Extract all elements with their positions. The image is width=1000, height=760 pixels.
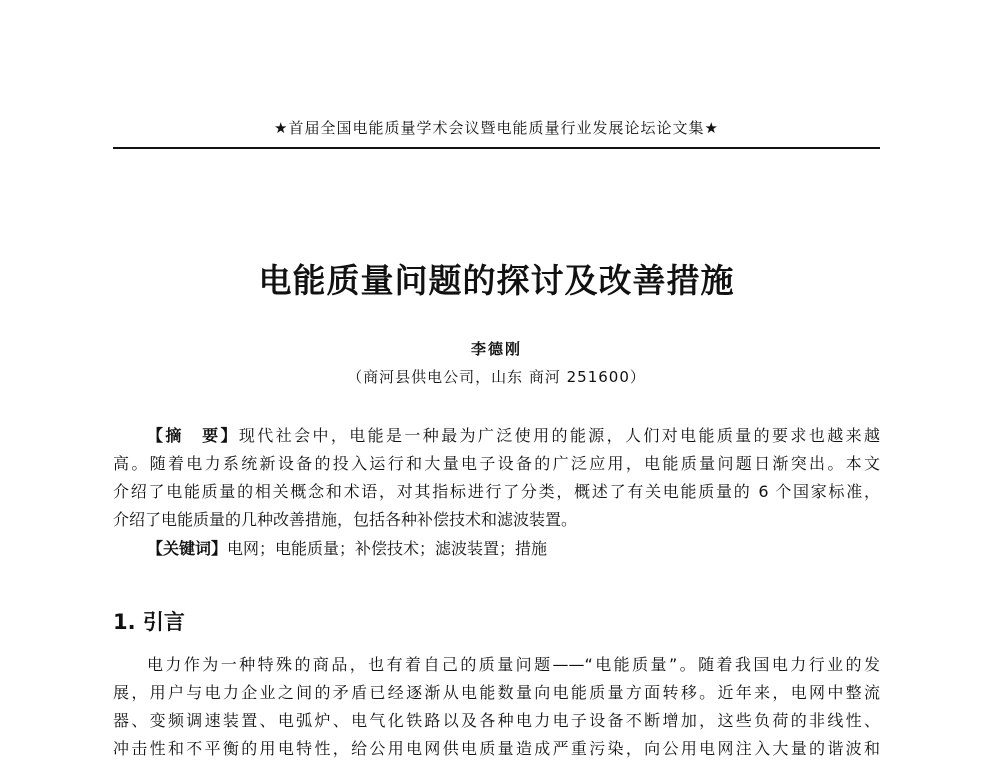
- keywords-label: 【关键词】: [147, 539, 228, 558]
- keywords-line: [113, 535, 880, 563]
- author-affiliation: （商河县供电公司，山东 商河 251600）: [347, 368, 646, 386]
- body-line-4: 冲击性和不平衡的用电特性，给公用电网供电质量造成严重污染，向公用电网注入大量的谐波和: [113, 739, 880, 758]
- abstract-text-1: 现代社会中，电能是一种最为广泛使用的能源，人们对电能质量的要求也越来越: [238, 426, 880, 445]
- abstract-line-3: 介绍了电能质量的相关概念和术语，对其指标进行了分类，概述了有关电能质量的 6 个国家标准，: [113, 482, 880, 501]
- body-line-2: 展，用户与电力企业之间的矛盾已经逐渐从电能数量向电能质量方面转移。近年来，电网中整流: [113, 683, 880, 702]
- keywords-text: 电网；电能质量；补偿技术；滤波装置；措施: [227, 539, 548, 558]
- paper-title: 电能质量问题的探讨及改善措施: [258, 261, 735, 300]
- abstract: [113, 422, 880, 534]
- section-body: [113, 651, 880, 760]
- body-line-1: 电力作为一种特殊的商品，也有着自己的质量问题——“电能质量”。随着我国电力行业的发: [147, 655, 880, 674]
- author-name: 李德刚: [470, 340, 522, 358]
- body-line-3: 器、变频调速装置、电弧炉、电气化铁路以及各种电力电子设备不断增加，这些负荷的非线性、: [113, 711, 880, 730]
- abstract-line-2: 高。随着电力系统新设备的投入运行和大量电子设备的广泛应用，电能质量问题日渐突出。本文: [113, 454, 880, 473]
- running-header: ★首届全国电能质量学术会议暨电能质量行业发展论坛论文集★: [274, 119, 719, 137]
- abstract-line-4: 介绍了电能质量的几种改善措施，包括各种补偿技术和滤波装置。: [113, 510, 578, 529]
- abstract-line-1: [113, 422, 880, 450]
- abstract-label: 【摘 要】: [147, 426, 239, 445]
- header-rule: [113, 147, 880, 149]
- keywords: [113, 535, 880, 563]
- section-heading: 1. 引言: [113, 610, 185, 634]
